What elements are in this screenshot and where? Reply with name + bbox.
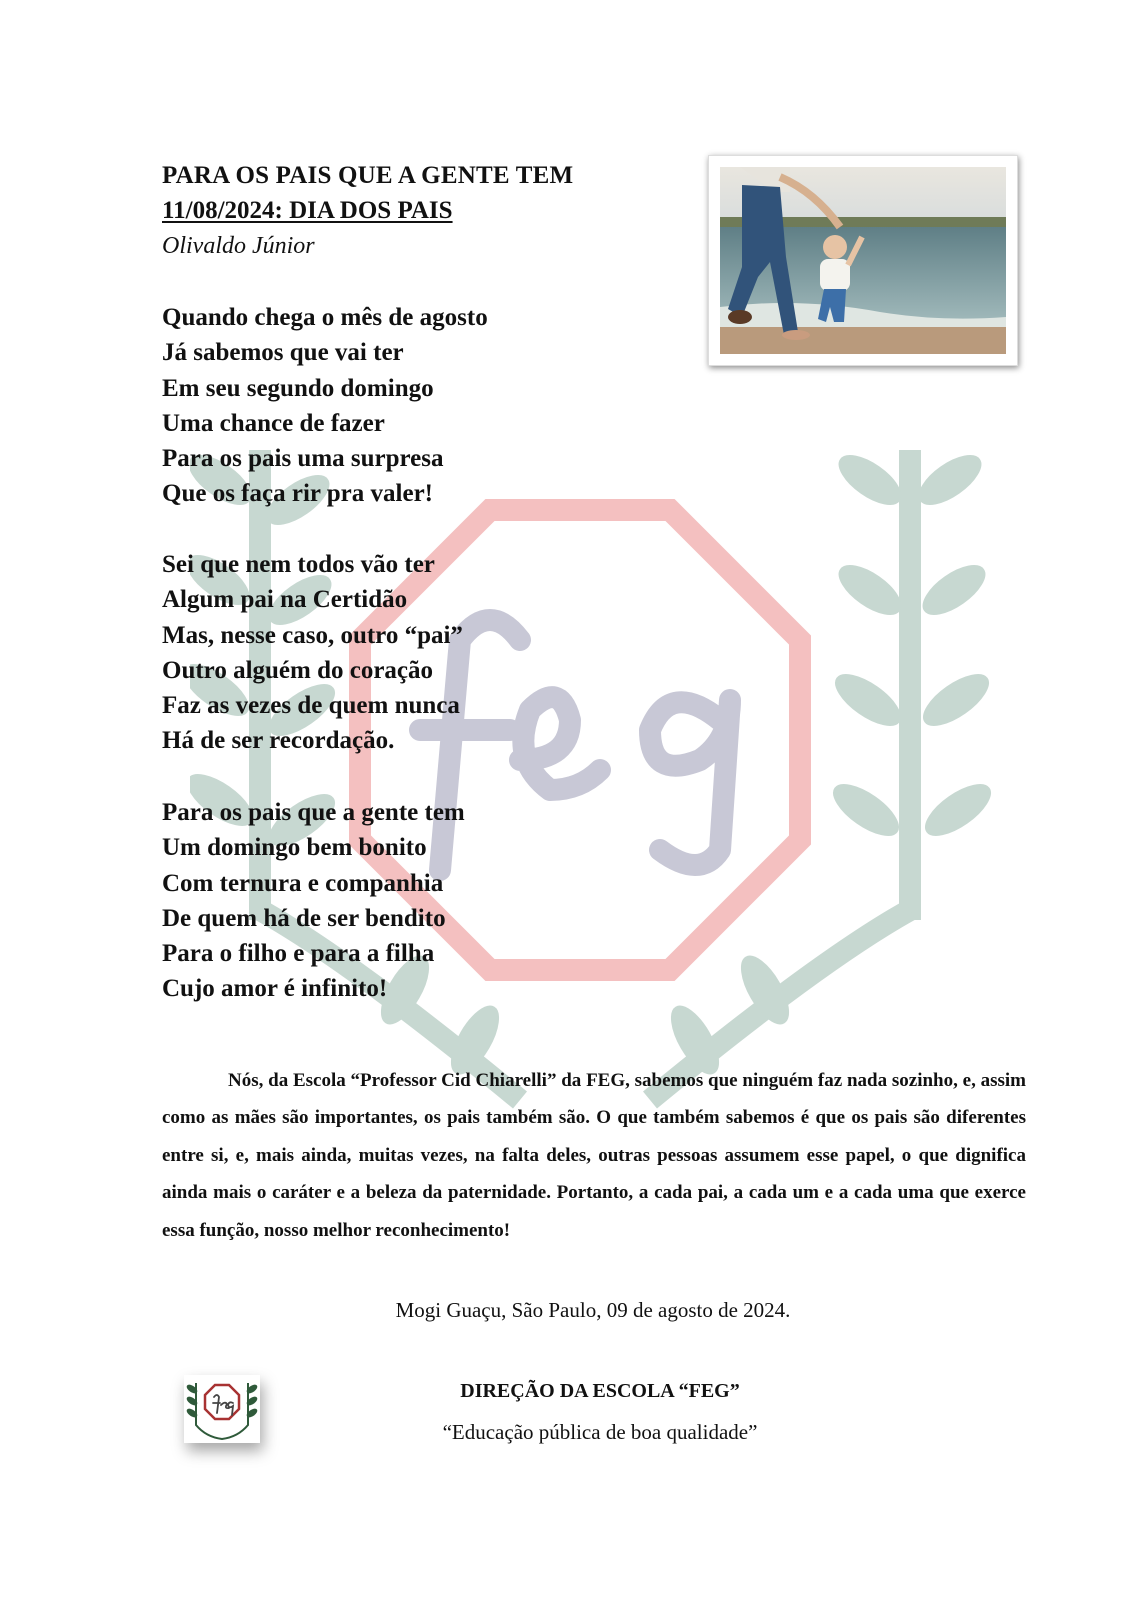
poem-line: Outro alguém do coração (162, 656, 434, 684)
school-direction: DIREÇÃO DA ESCOLA “FEG” (460, 1380, 740, 1402)
poem-stanza-2 (162, 547, 463, 759)
poem-line: Para os pais que a gente tem (162, 799, 465, 826)
school-message (162, 1062, 1026, 1249)
poem-line: Quando chega o mês de agosto (162, 304, 488, 331)
poem-title: PARA OS PAIS QUE A GENTE TEM (162, 162, 574, 189)
poem-line: De quem há de ser bendito (162, 904, 446, 932)
poem-line: Sei que nem todos vão ter (162, 551, 435, 578)
poem-line: Em seu segundo domingo (162, 374, 434, 402)
father-child-beach-photo-icon (720, 167, 1006, 354)
school-logo (184, 1375, 260, 1443)
poem-stanza-3 (162, 795, 465, 1007)
feg-logo-icon (184, 1375, 260, 1443)
poem-line: Que os faça rir pra valer! (162, 480, 433, 508)
poem-line: Um domingo bem bonito (162, 834, 427, 862)
poem-subtitle: 11/08/2024: DIA DOS PAIS (162, 197, 453, 224)
poem-line: Com ternura e companhia (162, 869, 444, 897)
poem-line: Uma chance de fazer (162, 409, 385, 437)
poem-line: Cujo amor é infinito! (162, 975, 388, 1003)
poem-line: Para os pais uma surpresa (162, 445, 444, 473)
poem-stanza-1 (162, 300, 488, 512)
poem-line: Há de ser recordação. (162, 727, 395, 755)
poem-line: Já sabemos que vai ter (162, 339, 404, 367)
poem-line: Mas, nesse caso, outro “pai” (162, 621, 463, 649)
poem-line: Algum pai na Certidão (162, 586, 408, 614)
father-child-photo (708, 155, 1018, 366)
poem-line: Para o filho e para a filha (162, 940, 435, 968)
school-message-text: Nós, da Escola “Professor Cid Chiarelli” da FEG, sabemos que ninguém faz nada sozinho, e, assim como as mães são importantes, os pais também são. O que também sabemos é que os pais são diferentes entre si, e, mais ainda, muitas vezes, na falta deles, outras pessoas assumem esse papel, o que dignifica ainda mais o caráter e a beleza da paternidade. Portanto, a cada pai, a cada um e a cada uma que exerce essa função, nosso melhor reconhecimento! (162, 1070, 1026, 1241)
poem-author: Olivaldo Júnior (162, 233, 315, 259)
date-line: Mogi Guaçu, São Paulo, 09 de agosto de 2024. (395, 1298, 791, 1322)
poem-line: Faz as vezes de quem nunca (162, 692, 460, 720)
school-motto: “Educação pública de boa qualidade” (442, 1420, 758, 1444)
